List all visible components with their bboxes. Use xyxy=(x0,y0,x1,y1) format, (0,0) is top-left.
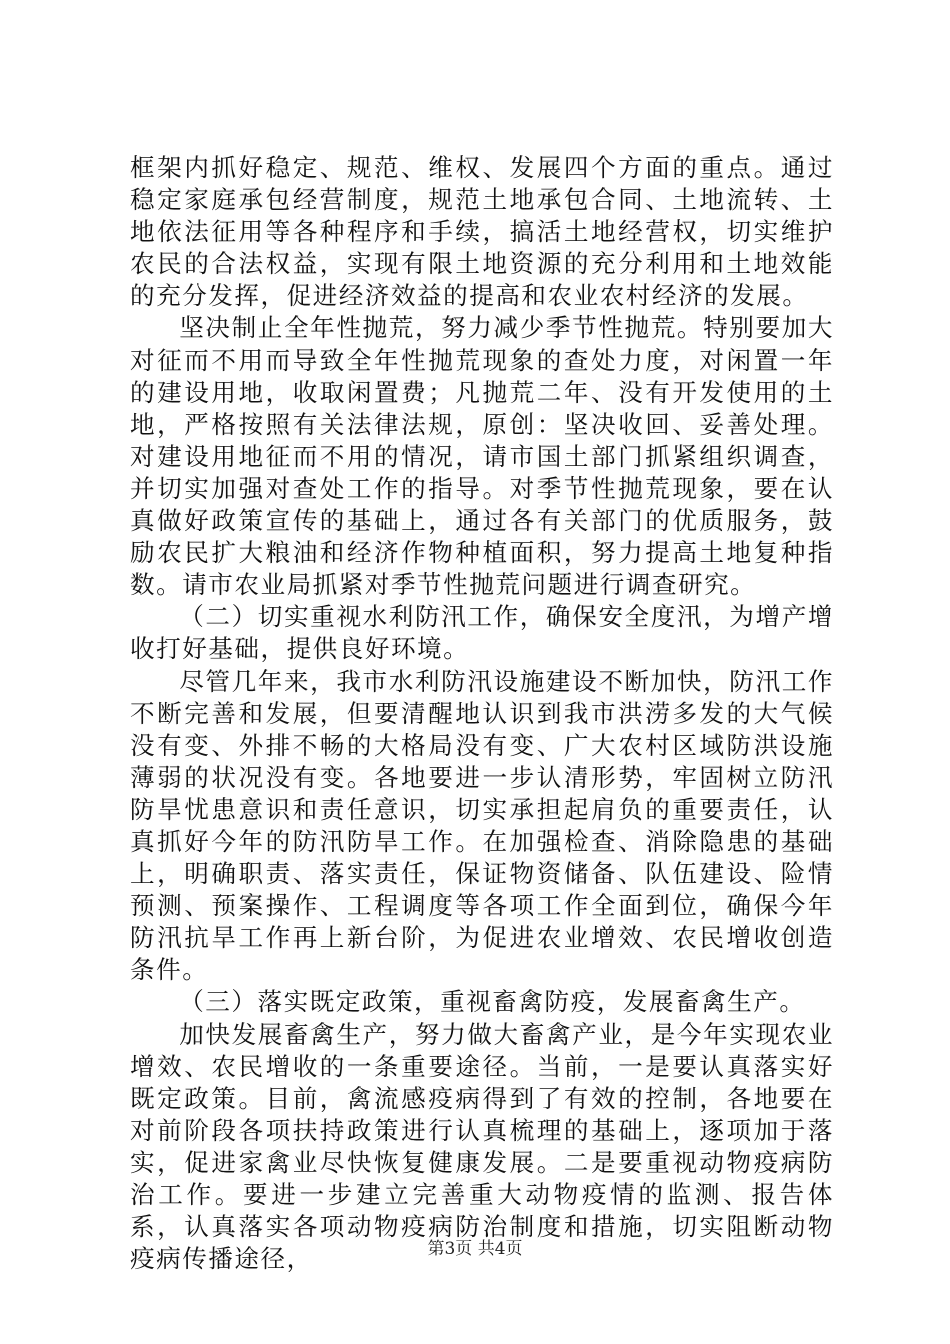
paragraph-flood-control: 尽管几年来，我市水利防汛设施建设不断加快，防汛工作不断完善和发展，但要清醒地认识到我市洪涝多发的大气候没有变、外排不畅的大格局没有变、广大农村区域防洪设施薄弱的状况没有变。各地要进一步认清形势，牢固树立防汛防旱忧患意识和责任意识，切实承担起肩负的重要责任，认真抓好今年的防汛防旱工作。在加强检查、消除隐患的基础上，明确职责、落实责任，保证物资储备、队伍建设、险情预测、预案操作、工程调度等各项工作全面到位，确保今年防汛抗旱工作再上新台阶，为促进农业增效、农民增收创造条件。 xyxy=(130,666,834,985)
paragraph-land-contract: 框架内抓好稳定、规范、维权、发展四个方面的重点。通过稳定家庭承包经营制度，规范土地承包合同、土地流转、土地依法征用等各种程序和手续，搞活土地经营权，切实维护农民的合法权益，实现有限土地资源的充分利用和土地效能的充分发挥，促进经济效益的提高和农业农村经济的发展。 xyxy=(130,153,834,311)
section-heading-flood-control: （二）切实重视水利防汛工作，确保安全度汛，为增产增收打好基础，提供良好环境。 xyxy=(130,602,834,664)
document-body xyxy=(130,152,834,1275)
section-heading-livestock: （三）落实既定政策，重视畜禽防疫，发展畜禽生产。 xyxy=(179,987,806,1017)
page-number-footer: 第3页 共4页 xyxy=(427,1239,523,1259)
paragraph-abandoned-land: 坚决制止全年性抛荒，努力减少季节性抛荒。特别要加大对征而不用而导致全年性抛荒现象的查处力度，对闲置一年的建设用地，收取闲置费；凡抛荒二年、没有开发使用的土地，严格按照有关法律法规，原创：坚决收回、妥善处理。对建设用地征而不用的情况，请市国土部门抓紧组织调查，并切实加强对查处工作的指导。对季节性抛荒现象，要在认真做好政策宣传的基础上，通过各有关部门的优质服务，鼓励农民扩大粮油和经济作物种植面积，努力提高土地复种指数。请市农业局抓紧对季节性抛荒问题进行调查研究。 xyxy=(130,313,834,600)
paragraph-livestock: 加快发展畜禽生产，努力做大畜禽产业，是今年实现农业增效、农民增收的一条重要途径。当前，一是要认真落实好既定政策。目前，禽流感疫病得到了有效的控制，各地要在对前阶段各项扶持政策进行认真梳理的基础上，逐项加于落实，促进家禽业尽快恢复健康发展。二是要重视动物疫病防治工作。要进一步建立完善重大动物疫情的监测、报告体系，认真落实各项动物疫病防治制度和措施，切实阻断动物疫病传播途径， xyxy=(130,1019,834,1274)
